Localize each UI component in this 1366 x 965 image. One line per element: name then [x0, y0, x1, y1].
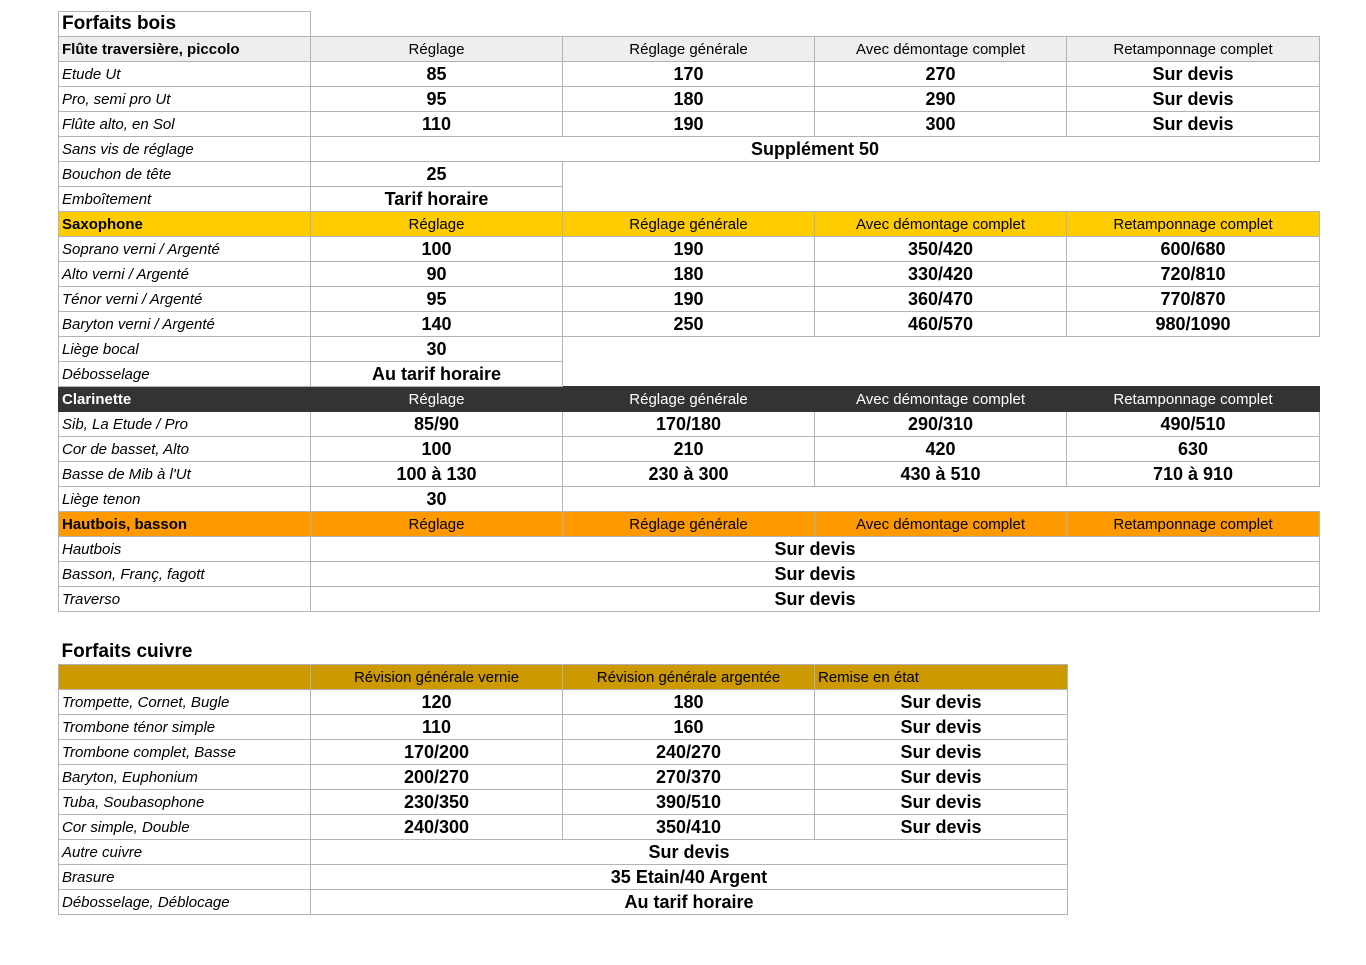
flute-header-row [59, 37, 1320, 62]
table-row [59, 790, 1068, 815]
price-cell: 100 [311, 437, 563, 462]
table-row [59, 162, 1320, 187]
brass-price-table [58, 640, 1068, 915]
price-cell: 250 [563, 312, 815, 337]
table-row [59, 312, 1320, 337]
price-cell: 90 [311, 262, 563, 287]
price-cell: 170/180 [563, 412, 815, 437]
price-cell: Supplément 50 [311, 137, 1320, 162]
table-row [59, 740, 1068, 765]
saxophone-section-title: Saxophone [59, 212, 311, 237]
row-label: Sib, La Etude / Pro [59, 412, 311, 437]
table-row [59, 815, 1068, 840]
price-cell: 330/420 [815, 262, 1067, 287]
table-row [59, 137, 1320, 162]
table-row [59, 262, 1320, 287]
col-header-reglage: Réglage [311, 387, 563, 412]
table-row [59, 537, 1320, 562]
price-cell: 200/270 [311, 765, 563, 790]
price-cell: Sur devis [311, 562, 1320, 587]
flute-section-title: Flûte traversière, piccolo [59, 37, 311, 62]
price-cell: 120 [311, 690, 563, 715]
brass-title: Forfaits cuivre [61, 641, 193, 662]
row-label: Basson, Franç, fagott [59, 562, 311, 587]
price-cell: Tarif horaire [311, 187, 563, 212]
price-cell: Sur devis [311, 587, 1320, 612]
price-cell: 85 [311, 62, 563, 87]
col-header-reglage: Réglage [311, 212, 563, 237]
price-cell: 240/300 [311, 815, 563, 840]
row-label: Tuba, Soubasophone [59, 790, 311, 815]
price-cell: Sur devis [815, 690, 1068, 715]
price-cell: 190 [563, 112, 815, 137]
clarinette-section-title: Clarinette [59, 387, 311, 412]
price-cell: 30 [311, 337, 563, 362]
price-cell: 350/420 [815, 237, 1067, 262]
row-label: Alto verni / Argenté [59, 262, 311, 287]
row-label: Etude Ut [59, 62, 311, 87]
table-row [59, 587, 1320, 612]
price-cell: 95 [311, 287, 563, 312]
table-row [59, 690, 1068, 715]
row-label: Baryton verni / Argenté [59, 312, 311, 337]
price-cell: Au tarif horaire [311, 362, 563, 387]
row-label: Liège bocal [59, 337, 311, 362]
table-row [59, 112, 1320, 137]
price-cell: 35 Etain/40 Argent [311, 865, 1068, 890]
col-header-demontage: Avec démontage complet [815, 387, 1067, 412]
table-row [59, 337, 1320, 362]
col-header-reglage: Réglage [311, 512, 563, 537]
price-cell: 430 à 510 [815, 462, 1067, 487]
col-header-reglage-generale: Réglage générale [563, 37, 815, 62]
row-label: Traverso [59, 587, 311, 612]
col-header-demontage: Avec démontage complet [815, 212, 1067, 237]
price-cell: 95 [311, 87, 563, 112]
price-cell: 100 [311, 237, 563, 262]
table-row [59, 287, 1320, 312]
price-cell: 710 à 910 [1067, 462, 1320, 487]
table-row [59, 487, 1320, 512]
col-header-revision-argentee: Révision générale argentée [563, 665, 815, 690]
row-label: Cor simple, Double [59, 815, 311, 840]
table-row [59, 187, 1320, 212]
price-cell: Sur devis [1067, 87, 1320, 112]
price-cell: 110 [311, 112, 563, 137]
row-label: Liège tenon [59, 487, 311, 512]
price-cell: Sur devis [815, 740, 1068, 765]
price-cell: Sur devis [311, 840, 1068, 865]
row-label: Autre cuivre [59, 840, 311, 865]
price-cell: Sur devis [1067, 62, 1320, 87]
price-cell: 290 [815, 87, 1067, 112]
row-label: Trombone ténor simple [59, 715, 311, 740]
price-cell: 230/350 [311, 790, 563, 815]
price-cell: 240/270 [563, 740, 815, 765]
price-cell: 25 [311, 162, 563, 187]
row-label: Trompette, Cornet, Bugle [59, 690, 311, 715]
price-cell: 600/680 [1067, 237, 1320, 262]
table-row [59, 765, 1068, 790]
price-cell: 490/510 [1067, 412, 1320, 437]
table-row [59, 237, 1320, 262]
col-header-reglage-generale: Réglage générale [563, 212, 815, 237]
price-cell: 180 [563, 690, 815, 715]
table-row [59, 715, 1068, 740]
col-header-retamponnage: Retamponnage complet [1067, 512, 1320, 537]
table-row [59, 840, 1068, 865]
row-label: Pro, semi pro Ut [59, 87, 311, 112]
price-cell: 210 [563, 437, 815, 462]
row-label: Hautbois [59, 537, 311, 562]
col-header-reglage-generale: Réglage générale [563, 512, 815, 537]
col-header-retamponnage: Retamponnage complet [1067, 37, 1320, 62]
price-cell: 190 [563, 287, 815, 312]
price-cell: 390/510 [563, 790, 815, 815]
col-header-reglage: Réglage [311, 37, 563, 62]
price-cell: Sur devis [815, 765, 1068, 790]
table-row [59, 562, 1320, 587]
price-cell: 180 [563, 87, 815, 112]
row-label: Basse de Mib à l'Ut [59, 462, 311, 487]
price-cell: 110 [311, 715, 563, 740]
price-cell: Sur devis [815, 715, 1068, 740]
price-cell: 85/90 [311, 412, 563, 437]
price-cell: 460/570 [815, 312, 1067, 337]
price-cell: 190 [563, 237, 815, 262]
row-label: Bouchon de tête [59, 162, 311, 187]
woods-title: Forfaits bois [59, 12, 311, 37]
col-header-retamponnage: Retamponnage complet [1067, 212, 1320, 237]
price-cell: 290/310 [815, 412, 1067, 437]
row-label: Débosselage, Déblocage [59, 890, 311, 915]
row-label: Cor de basset, Alto [59, 437, 311, 462]
price-cell: Sur devis [1067, 112, 1320, 137]
price-cell: 300 [815, 112, 1067, 137]
col-header-demontage: Avec démontage complet [815, 37, 1067, 62]
clarinette-header-row [59, 387, 1320, 412]
price-cell: Sur devis [815, 815, 1068, 840]
hautbois-header-row [59, 512, 1320, 537]
col-header-demontage: Avec démontage complet [815, 512, 1067, 537]
row-label: Débosselage [59, 362, 311, 387]
col-header-retamponnage: Retamponnage complet [1067, 387, 1320, 412]
price-cell: 720/810 [1067, 262, 1320, 287]
price-cell: 170/200 [311, 740, 563, 765]
row-label: Ténor verni / Argenté [59, 287, 311, 312]
price-cell: 140 [311, 312, 563, 337]
table-row [59, 87, 1320, 112]
row-label: Soprano verni / Argenté [59, 237, 311, 262]
table-row [59, 62, 1320, 87]
table-row [59, 437, 1320, 462]
row-label: Sans vis de réglage [59, 137, 311, 162]
table-row [59, 462, 1320, 487]
price-cell: 180 [563, 262, 815, 287]
price-cell: 630 [1067, 437, 1320, 462]
price-cell: 770/870 [1067, 287, 1320, 312]
price-cell: 230 à 300 [563, 462, 815, 487]
row-label: Trombone complet, Basse [59, 740, 311, 765]
price-cell: Sur devis [815, 790, 1068, 815]
row-label: Emboîtement [59, 187, 311, 212]
col-header-reglage-generale: Réglage générale [563, 387, 815, 412]
price-cell: 160 [563, 715, 815, 740]
row-label: Flûte alto, en Sol [59, 112, 311, 137]
price-cell: Au tarif horaire [311, 890, 1068, 915]
price-cell: 270 [815, 62, 1067, 87]
row-label: Brasure [59, 865, 311, 890]
price-cell: 360/470 [815, 287, 1067, 312]
brass-header-row [59, 665, 1068, 690]
price-cell: 420 [815, 437, 1067, 462]
price-cell: 350/410 [563, 815, 815, 840]
price-cell: 100 à 130 [311, 462, 563, 487]
woods-price-table [58, 11, 1320, 612]
price-cell: 170 [563, 62, 815, 87]
row-label: Baryton, Euphonium [59, 765, 311, 790]
price-cell: Sur devis [311, 537, 1320, 562]
price-cell: 270/370 [563, 765, 815, 790]
col-header-remise-en-etat: Remise en état [815, 665, 1068, 690]
table-row [59, 362, 1320, 387]
table-row [59, 412, 1320, 437]
col-header-revision-vernie: Révision générale vernie [311, 665, 563, 690]
price-cell: 30 [311, 487, 563, 512]
price-cell: 980/1090 [1067, 312, 1320, 337]
saxophone-header-row [59, 212, 1320, 237]
hautbois-section-title: Hautbois, basson [59, 512, 311, 537]
table-row [59, 865, 1068, 890]
table-row [59, 890, 1068, 915]
